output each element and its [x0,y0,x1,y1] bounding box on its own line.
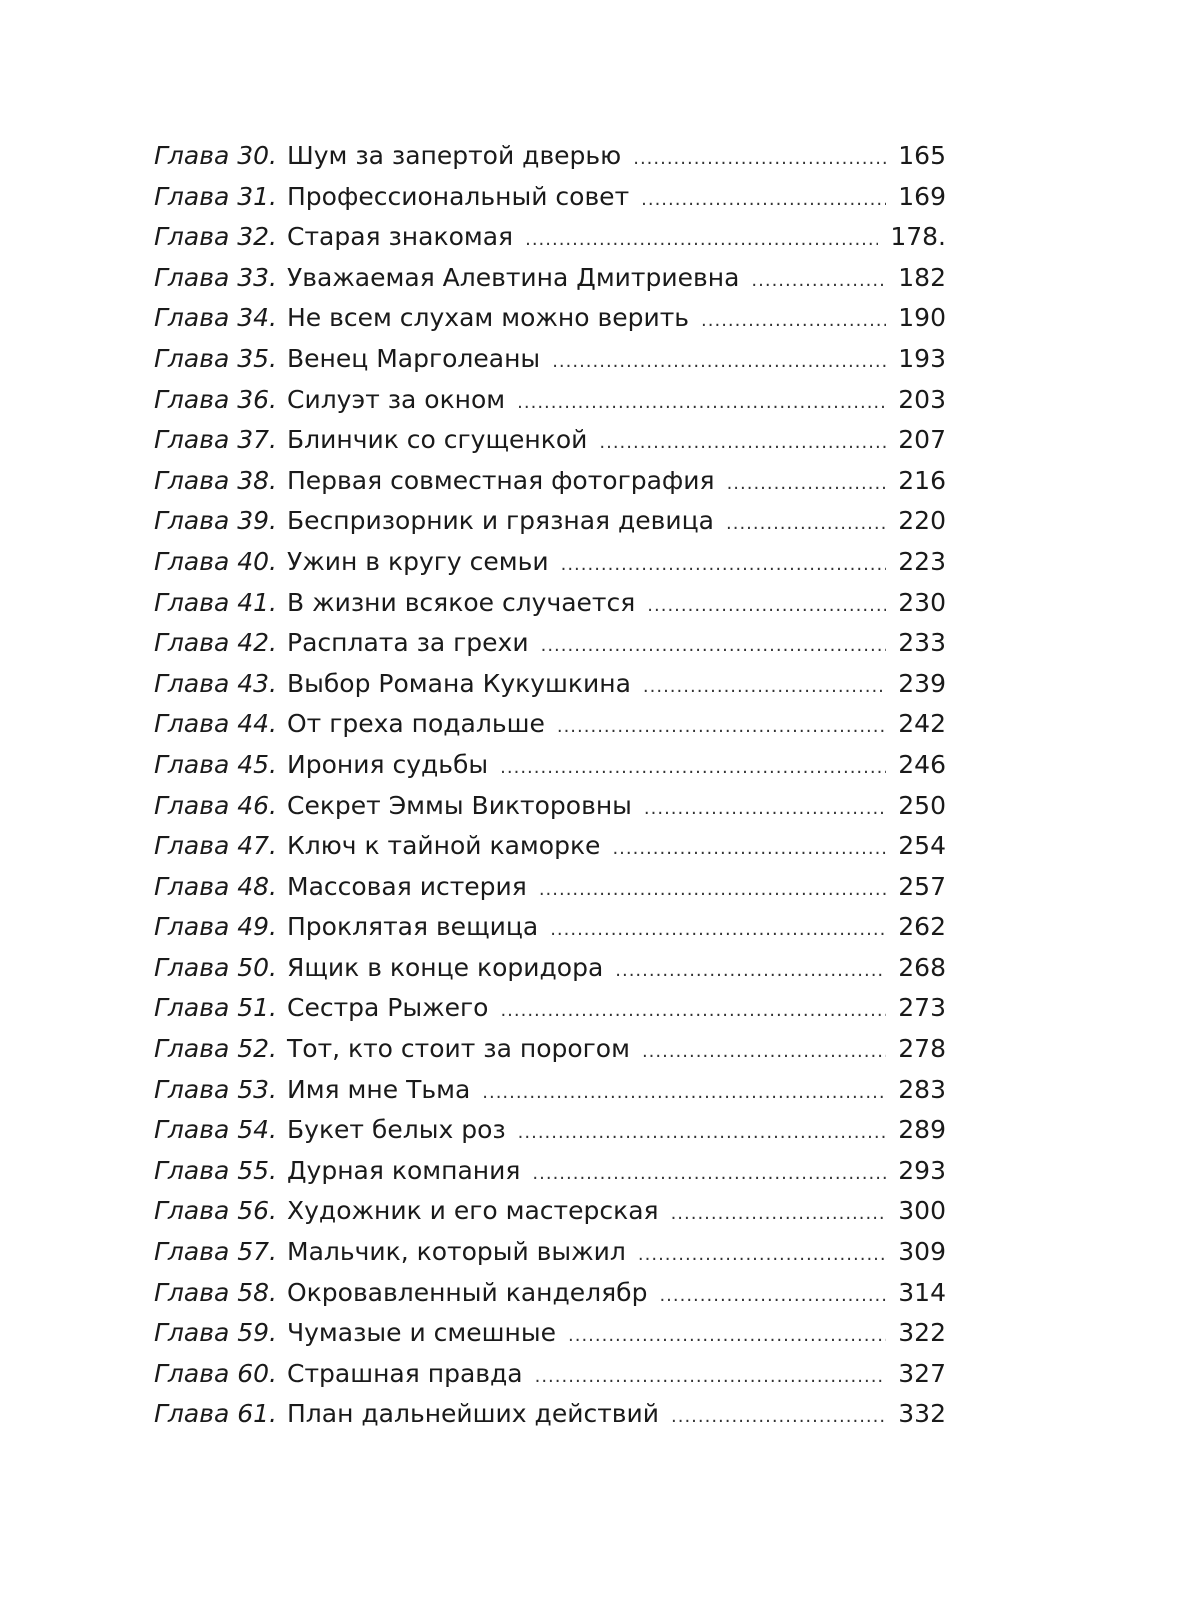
toc-entry [154,1394,946,1435]
chapter-title: Венец Марголеаны [287,343,541,373]
page-number: 257 [898,871,946,901]
chapter-title: Не всем слухам можно верить [287,303,690,333]
page-number: 246 [898,749,946,779]
page-number: 223 [898,546,946,576]
page-number: 327 [898,1358,946,1388]
dot-leader [647,586,886,627]
chapter-label: Глава 41. [154,587,277,617]
toc-entry [154,258,946,299]
chapter-title: Художник и его мастерская [287,1196,659,1226]
page-number: 293 [898,1155,946,1185]
chapter-label: Глава 46. [154,790,277,820]
chapter-label: Глава 30. [154,141,277,170]
page-number: 332 [898,1399,946,1429]
dot-leader [482,1073,886,1114]
chapter-title: Силуэт за окном [287,384,506,414]
page-number: 250 [898,790,946,820]
page-number: 283 [898,1074,946,1104]
toc-entry [154,704,946,745]
chapter-title: Страшная правда [287,1358,523,1388]
page-number: 216 [898,465,946,495]
toc-entry [154,461,946,502]
chapter-title: Массовая истерия [287,871,527,901]
page-number: 182 [898,262,946,292]
chapter-title: Первая совместная фотография [287,465,715,495]
chapter-title: Беспризорник и грязная девица [287,506,715,536]
chapter-label: Глава 54. [154,1115,277,1145]
chapter-title: Профессиональный совет [287,181,630,211]
table-of-contents [154,136,946,1435]
chapter-label: Глава 31. [154,181,277,211]
dot-leader [535,1357,886,1398]
toc-entry [154,786,946,827]
dot-leader [599,423,886,464]
chapter-label: Глава 45. [154,749,277,779]
toc-entry [154,907,946,948]
chapter-label: Глава 51. [154,993,277,1023]
chapter-label: Глава 61. [154,1399,277,1429]
chapter-label: Глава 33. [154,262,277,292]
toc-entry [154,177,946,218]
toc-entry [154,542,946,583]
page-number: 207 [898,425,946,455]
toc-entry [154,1313,946,1354]
page-number: 193 [898,343,946,373]
dot-leader [550,910,886,951]
chapter-label: Глава 34. [154,303,277,333]
chapter-label: Глава 38. [154,465,277,495]
chapter-title: Ирония судьбы [287,749,489,779]
dot-leader [727,464,886,505]
toc-entry [154,1191,946,1232]
toc-entry [154,867,946,908]
toc-entry [154,420,946,461]
chapter-title: План дальнейших действий [287,1399,659,1429]
page-number: 300 [898,1196,946,1226]
dot-leader [643,667,886,708]
chapter-title: Старая знакомая [287,222,514,252]
page-number: 239 [898,668,946,698]
chapter-title: Расплата за грехи [287,628,529,658]
dot-leader [532,1154,886,1195]
dot-leader [701,301,886,342]
page-number: 233 [898,628,946,658]
toc-entry [154,136,946,177]
chapter-label: Глава 48. [154,871,277,901]
chapter-title: Ключ к тайной каморке [287,831,601,861]
chapter-title: В жизни всякое случается [287,587,636,617]
page-number: 165 [898,141,946,170]
toc-entry [154,339,946,380]
chapter-label: Глава 36. [154,384,277,414]
chapter-title: Выбор Романа Кукушкина [287,668,631,698]
dot-leader [541,626,886,667]
page-number: 262 [898,912,946,942]
toc-entry [154,298,946,339]
dot-leader [552,342,886,383]
dot-leader [642,1032,886,1073]
chapter-label: Глава 59. [154,1318,277,1348]
toc-entry [154,1029,946,1070]
page-number: 190 [898,303,946,333]
chapter-title: Проклятая вещица [287,912,539,942]
chapter-label: Глава 56. [154,1196,277,1226]
toc-entry [154,217,946,258]
dot-leader [644,789,886,830]
chapter-title: Дурная компания [287,1155,521,1185]
chapter-title: Имя мне Тьма [287,1074,471,1104]
page-number: 278 [898,1034,946,1064]
chapter-title: От греха подальше [287,709,545,739]
page-number: 314 [898,1277,946,1307]
chapter-label: Глава 60. [154,1358,277,1388]
dot-leader [633,139,886,180]
chapter-title: Окровавленный канделябр [287,1277,648,1307]
chapter-label: Глава 32. [154,222,277,252]
chapter-title: Уважаемая Алевтина Дмитриевна [287,262,740,292]
chapter-title: Чумазые и смешные [287,1318,556,1348]
chapter-title: Шум за запертой дверью [287,141,622,170]
toc-entry [154,1070,946,1111]
chapter-label: Глава 52. [154,1034,277,1064]
dot-leader [561,545,886,586]
page-number: 273 [898,993,946,1023]
chapter-label: Глава 58. [154,1277,277,1307]
chapter-label: Глава 42. [154,628,277,658]
chapter-label: Глава 53. [154,1074,277,1104]
chapter-label: Глава 35. [154,343,277,373]
chapter-label: Глава 55. [154,1155,277,1185]
chapter-title: Ужин в кругу семьи [287,546,549,576]
chapter-title: Букет белых роз [287,1115,506,1145]
dot-leader [568,1316,886,1357]
page-number: 230 [898,587,946,617]
dot-leader [726,504,886,545]
dot-leader [638,1235,886,1276]
dot-leader [659,1276,886,1317]
dot-leader [671,1397,886,1438]
chapter-title: Сестра Рыжего [287,993,489,1023]
chapter-label: Глава 37. [154,425,277,455]
chapter-label: Глава 40. [154,546,277,576]
dot-leader [539,870,886,911]
dot-leader [557,707,886,748]
toc-entry [154,948,946,989]
page-number: 178. [890,222,946,252]
chapter-label: Глава 43. [154,668,277,698]
chapter-label: Глава 49. [154,912,277,942]
toc-entry [154,583,946,624]
page-number: 169 [898,181,946,211]
chapter-title: Секрет Эммы Викторовны [287,790,632,820]
chapter-label: Глава 50. [154,952,277,982]
page-number: 203 [898,384,946,414]
toc-entry [154,380,946,421]
toc-entry [154,1354,946,1395]
dot-leader [517,383,886,424]
dot-leader [525,220,878,261]
page-number: 322 [898,1318,946,1348]
toc-entry [154,826,946,867]
toc-entry [154,1273,946,1314]
page-number: 289 [898,1115,946,1145]
toc-entry [154,1110,946,1151]
dot-leader [751,261,886,302]
dot-leader [518,1113,886,1154]
chapter-label: Глава 39. [154,506,277,536]
toc-entry [154,745,946,786]
chapter-title: Блинчик со сгущенкой [287,425,588,455]
toc-entry [154,623,946,664]
chapter-title: Тот, кто стоит за порогом [287,1034,630,1064]
dot-leader [671,1194,886,1235]
dot-leader [500,748,886,789]
toc-entry [154,988,946,1029]
chapter-label: Глава 47. [154,831,277,861]
chapter-title: Ящик в конце коридора [287,952,604,982]
page-number: 268 [898,952,946,982]
chapter-title: Мальчик, который выжил [287,1237,626,1267]
toc-entry [154,664,946,705]
page-number: 220 [898,506,946,536]
page-number: 242 [898,709,946,739]
chapter-label: Глава 57. [154,1237,277,1267]
toc-entry [154,501,946,542]
page-number: 254 [898,831,946,861]
toc-entry [154,1151,946,1192]
chapter-label: Глава 44. [154,709,277,739]
dot-leader [612,829,886,870]
dot-leader [615,951,886,992]
toc-entry [154,1232,946,1273]
dot-leader [500,991,886,1032]
page-number: 309 [898,1237,946,1267]
dot-leader [641,180,886,221]
